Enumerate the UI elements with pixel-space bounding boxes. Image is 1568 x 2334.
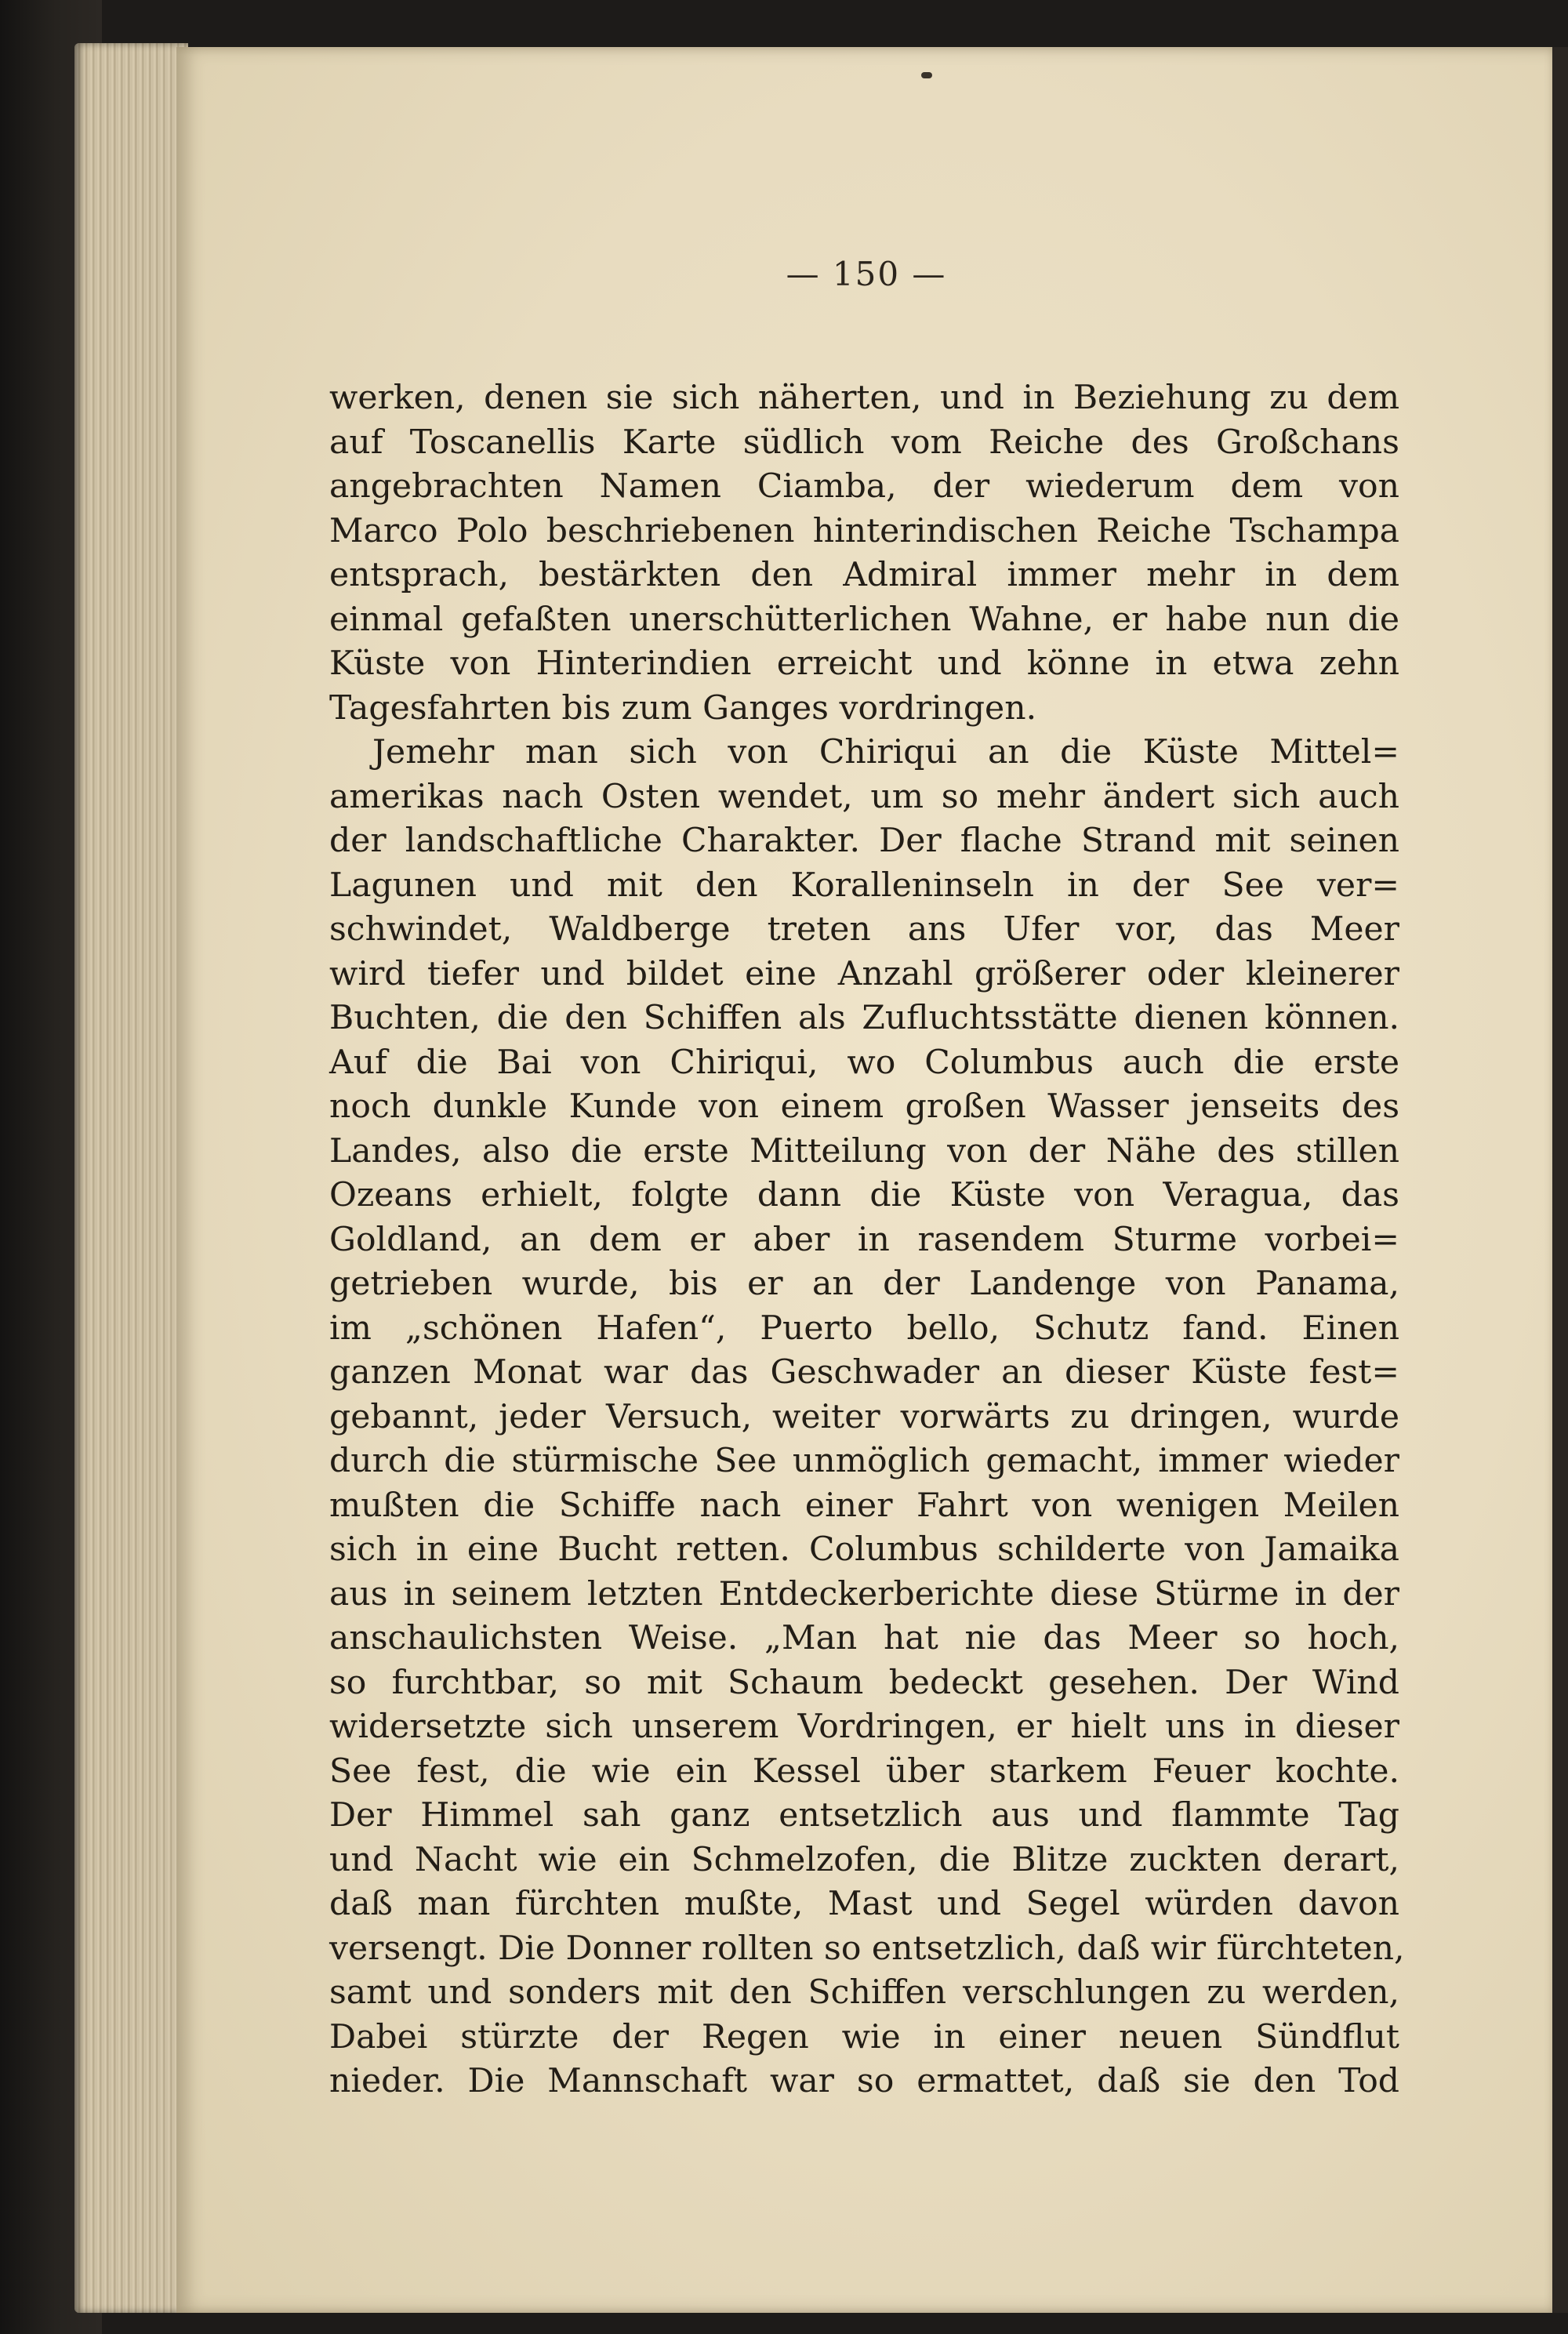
text-line: Tagesfahrten bis zum Ganges vordringen.	[329, 688, 1037, 728]
text-line: Goldland, an dem er aber in rasendem Sturme vorbei=	[329, 1220, 1399, 1259]
text-line: Buchten, die den Schiffen als Zufluchtsstätte dienen können.	[329, 999, 1399, 1037]
text-line: schwindet, Waldberge treten ans Ufer vor, das Meer	[329, 910, 1399, 949]
text-line: und Nacht wie ein Schmelzofen, die Blitze zuckten derart,	[329, 1840, 1399, 1879]
text-line: daß man fürchten mußte, Mast und Segel würden davon	[329, 1885, 1399, 1923]
text-line: angebrachten Namen Ciamba, der wiederum dem von	[329, 467, 1399, 506]
text-line: Ozeans erhielt, folgte dann die Küste von Veragua, das	[329, 1176, 1399, 1214]
text-line: wird tiefer und bildet eine Anzahl größerer oder kleinerer	[329, 954, 1399, 993]
text-line: anschaulichsten Weise. „Man hat nie das Meer so hoch,	[329, 1619, 1399, 1657]
page-number: — 150 —	[786, 255, 947, 293]
text-line: aus in seinem letzten Entdeckerberichte diese Stürme in der	[329, 1574, 1399, 1613]
right-page-edge	[1552, 47, 1568, 2313]
text-line: nieder. Die Mannschaft war so ermattet, daß sie den Tod	[329, 2062, 1399, 2100]
page-stack-edge	[74, 43, 188, 2313]
text-line: Lagunen und mit den Koralleninseln in der See ver=	[329, 866, 1399, 905]
text-line: mußten die Schiffe nach einer Fahrt von wenigen Meilen	[329, 1486, 1399, 1525]
text-line: Jemehr man sich von Chiriqui an die Küste Mittel=	[372, 733, 1399, 771]
text-line: Der Himmel sah ganz entsetzlich aus und flammte Tag	[329, 1796, 1399, 1835]
text-line: noch dunkle Kunde von einem großen Wasser jenseits des	[329, 1087, 1399, 1126]
book-page	[176, 47, 1556, 2313]
text-line: Dabei stürzte der Regen wie in einer neuen Sündflut	[329, 2017, 1399, 2056]
text-line: sich in eine Bucht retten. Columbus schilderte von Jamaika	[329, 1530, 1399, 1569]
text-line: einmal gefaßten unerschütterlichen Wahne, er habe nun die	[329, 600, 1399, 639]
text-line: Küste von Hinterindien erreicht und könne in etwa zehn	[329, 644, 1399, 683]
text-line: so furchtbar, so mit Schaum bedeckt gesehen. Der Wind	[329, 1663, 1399, 1702]
text-line: versengt. Die Donner rollten so entsetzlich, daß wir fürchteten,	[329, 1929, 1405, 1968]
text-line: Landes, also die erste Mitteilung von der Nähe des stillen	[329, 1131, 1399, 1171]
text-line: ganzen Monat war das Geschwader an dieser Küste fest=	[329, 1353, 1399, 1392]
body-text	[329, 376, 1405, 2104]
text-line: im „schönen Hafen“, Puerto bello, Schutz fand. Einen	[329, 1309, 1399, 1348]
text-line: gebannt, jeder Versuch, weiter vorwärts zu dringen, wurde	[329, 1397, 1399, 1436]
text-line: widersetzte sich unserem Vordringen, er hielt uns in dieser	[329, 1708, 1399, 1746]
text-line: Marco Polo beschriebenen hinterindischen Reiche Tschampa	[329, 511, 1399, 550]
text-line: amerikas nach Osten wendet, um so mehr ändert sich auch	[329, 777, 1399, 816]
text-line: werken, denen sie sich näherten, und in Beziehung zu dem	[329, 379, 1399, 417]
text-line: getrieben wurde, bis er an der Landenge von Panama,	[329, 1265, 1399, 1303]
text-line: der landschaftliche Charakter. Der flache Strand mit seinen	[329, 822, 1399, 860]
text-line: durch die stürmische See unmöglich gemacht, immer wieder	[329, 1442, 1399, 1480]
text-line: samt und sonders mit den Schiffen verschlungen zu werden,	[329, 1973, 1399, 2012]
text-line: See fest, die wie ein Kessel über starkem Feuer kochte.	[329, 1751, 1399, 1791]
print-speck	[921, 72, 932, 78]
text-line: entsprach, bestärkten den Admiral immer mehr in dem	[329, 556, 1399, 594]
text-line: Auf die Bai von Chiriqui, wo Columbus auch die erste	[329, 1043, 1399, 1082]
text-line: auf Toscanellis Karte südlich vom Reiche des Großchans	[329, 423, 1399, 462]
